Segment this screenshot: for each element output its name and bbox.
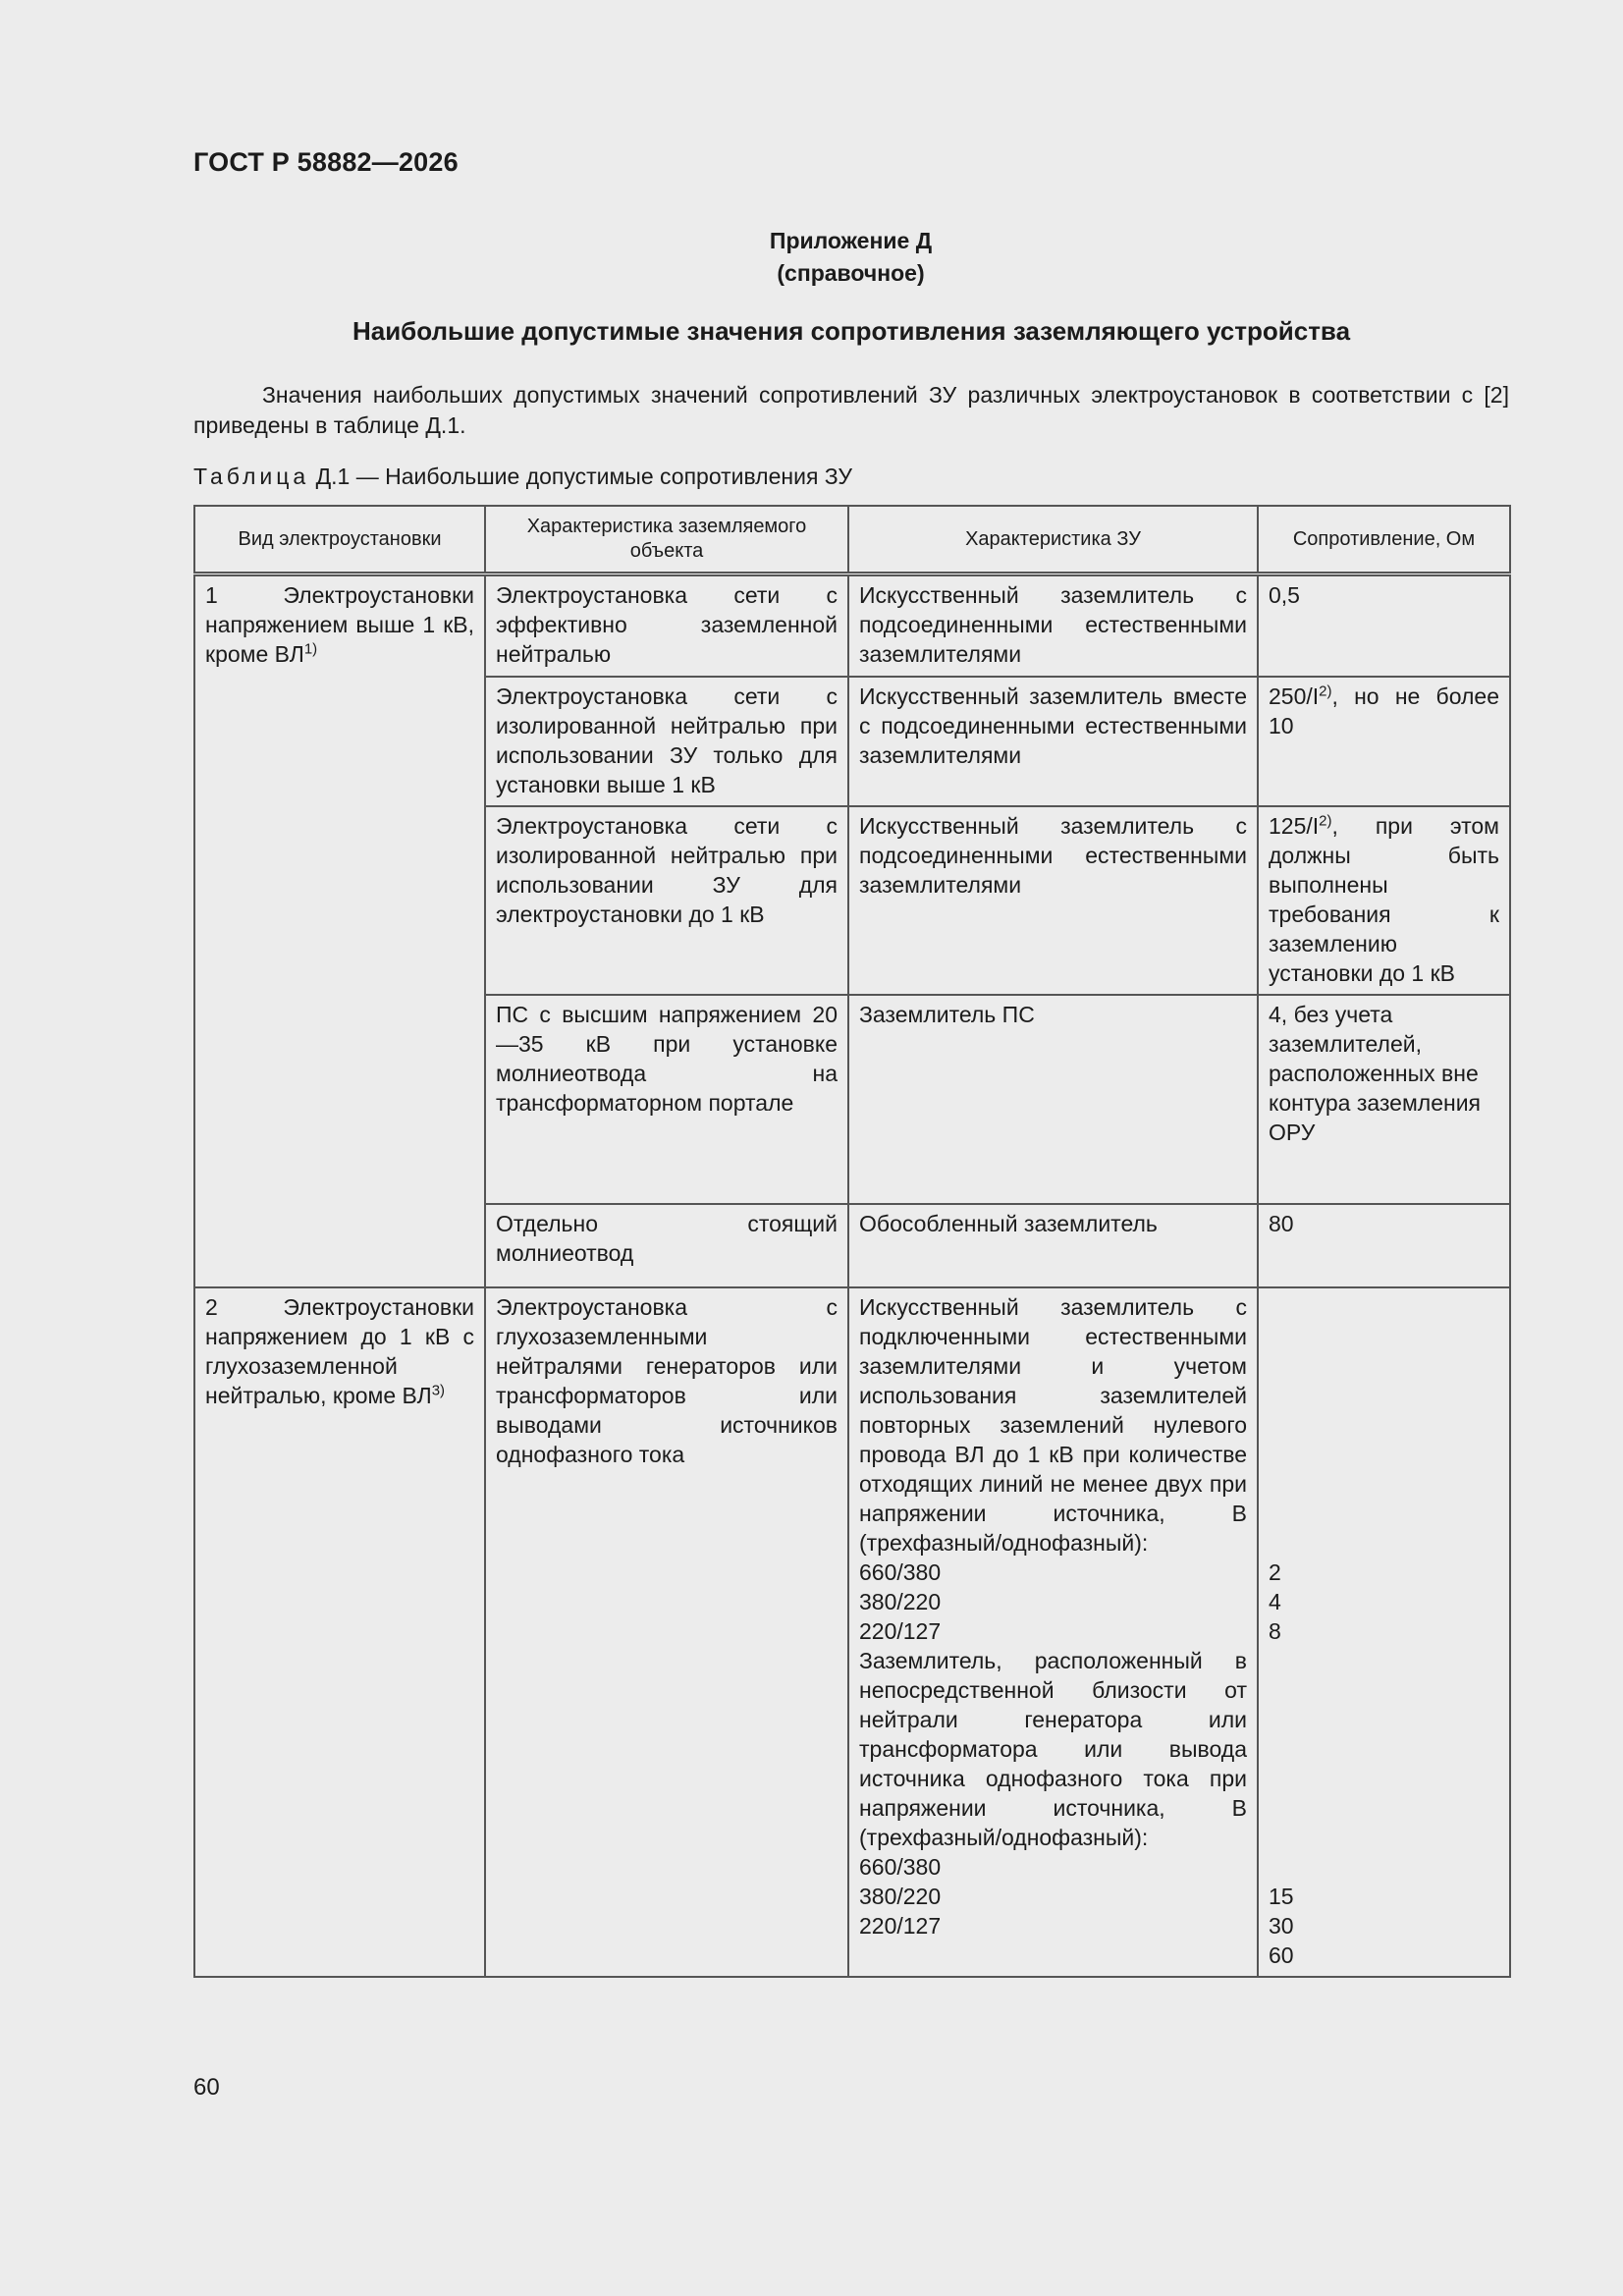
object-cell: Электроустановка с глухозаземленными нейтралями генераторов или трансформаторов или выводами источников однофазного тока — [485, 1287, 848, 1977]
resistance-cell: 4, без учета заземлителей, расположенных вне контура заземления ОРУ — [1258, 995, 1510, 1204]
resistance-values-2: 15 30 60 — [1269, 1883, 1294, 1968]
zu-cell: Искусственный заземлитель с подсоединенными естественными заземлителями — [848, 574, 1258, 677]
table-row — [194, 1287, 1510, 1977]
appendix-type: (справочное) — [777, 260, 925, 286]
resistance-note: , но не более 10 — [1269, 683, 1499, 738]
group2-type: 2 Электроустановки напряжением до 1 кВ с глухозаземленной нейтралью, кроме ВЛ — [205, 1293, 474, 1408]
table-caption — [193, 464, 852, 490]
zu-cell: Заземлитель ПС — [848, 995, 1258, 1204]
page-number: 60 — [193, 2074, 220, 2101]
resistance-cell — [1258, 677, 1510, 806]
table-header-row — [194, 506, 1510, 574]
object-cell: Электроустановка сети с эффективно заземленной нейтралью — [485, 574, 848, 677]
resistance-values-1: 2 4 8 — [1269, 1558, 1281, 1644]
appendix-title: Приложение Д — [769, 228, 933, 253]
resistance-cell: 80 — [1258, 1204, 1510, 1287]
zu-cell: Искусственный заземлитель с подсоединенными естественными заземлителями — [848, 806, 1258, 995]
resistance-cell — [1258, 1287, 1510, 1977]
table-caption-word: Таблица — [193, 464, 310, 489]
table-row — [194, 574, 1510, 677]
object-cell: ПС с высшим напряжением 20—35 кВ при установке молниеотвода на трансформаторном портале — [485, 995, 848, 1204]
resistance-cell — [1258, 806, 1510, 995]
resistance-spacer-1 — [1269, 1292, 1499, 1558]
resistance-spacer-2 — [1269, 1646, 1499, 1882]
resistance-table — [193, 505, 1511, 1978]
group1-footnote: 1) — [303, 640, 318, 658]
zu-cell — [848, 1287, 1258, 1977]
header-zu-characteristic: Характеристика ЗУ — [848, 506, 1258, 574]
group1-type: 1 Электроустановки напряжением выше 1 кВ, кроме ВЛ — [205, 582, 474, 667]
resistance-formula: 125/I — [1269, 812, 1320, 839]
header-resistance: Сопротивление, Ом — [1258, 506, 1510, 574]
header-installation-type: Вид электроустановки — [194, 506, 485, 574]
resistance-footnote: 2) — [1319, 682, 1332, 699]
resistance-formula: 250/I — [1269, 683, 1320, 709]
object-cell: Электроустановка сети с изолированной нейтралью при использовании ЗУ для электроустановки до 1 кВ — [485, 806, 848, 995]
resistance-cell: 0,5 — [1258, 574, 1510, 677]
zu-cell: Обособленный заземлитель — [848, 1204, 1258, 1287]
voltage-list-2: 660/380 380/220 220/127 — [859, 1853, 942, 1939]
voltage-list-1: 660/380 380/220 220/127 — [859, 1558, 942, 1644]
zu-text-2: Заземлитель, расположенный в непосредственной близости от нейтрали генератора или трансформатора или вывода источника однофазного тока при напряжении источника, В (трехфазный/однофазный): — [859, 1647, 1247, 1850]
group2-type-cell — [194, 1287, 485, 1977]
resistance-footnote: 2) — [1319, 811, 1332, 829]
group2-footnote: 3) — [431, 1381, 446, 1398]
document-id: ГОСТ Р 58882—2026 — [193, 147, 459, 177]
zu-text-1: Искусственный заземлитель с подключенными естественными заземлителями и учетом использования заземлителей повторных заземлений нулевого провода ВЛ до 1 кВ при количестве отходящих линий не менее двух при напряжении источника, В (трехфазный/однофазный): — [859, 1293, 1247, 1556]
resistance-note: , при этом должны быть выполнены требования к заземлению установки до 1 кВ — [1269, 812, 1499, 986]
intro-paragraph: Значения наибольших допустимых значений сопротивлений ЗУ различных электроустановок в соответствии с [2] приведены в таблице Д.1. — [193, 382, 1509, 438]
header-object-characteristic: Характеристика заземляемого объекта — [485, 506, 848, 574]
zu-cell: Искусственный заземлитель вместе с подсоединенными естественными заземлителями — [848, 677, 1258, 806]
object-cell: Отдельно стоящий молниеотвод — [485, 1204, 848, 1287]
appendix-header — [69, 225, 1623, 290]
table-caption-text: Д.1 — Наибольшие допустимые сопротивления ЗУ — [315, 464, 853, 489]
group1-type-cell — [194, 574, 485, 1287]
object-cell: Электроустановка сети с изолированной нейтралью при использовании ЗУ только для установки выше 1 кВ — [485, 677, 848, 806]
page-heading: Наибольшие допустимые значения сопротивления заземляющего устройства — [352, 316, 1351, 346]
